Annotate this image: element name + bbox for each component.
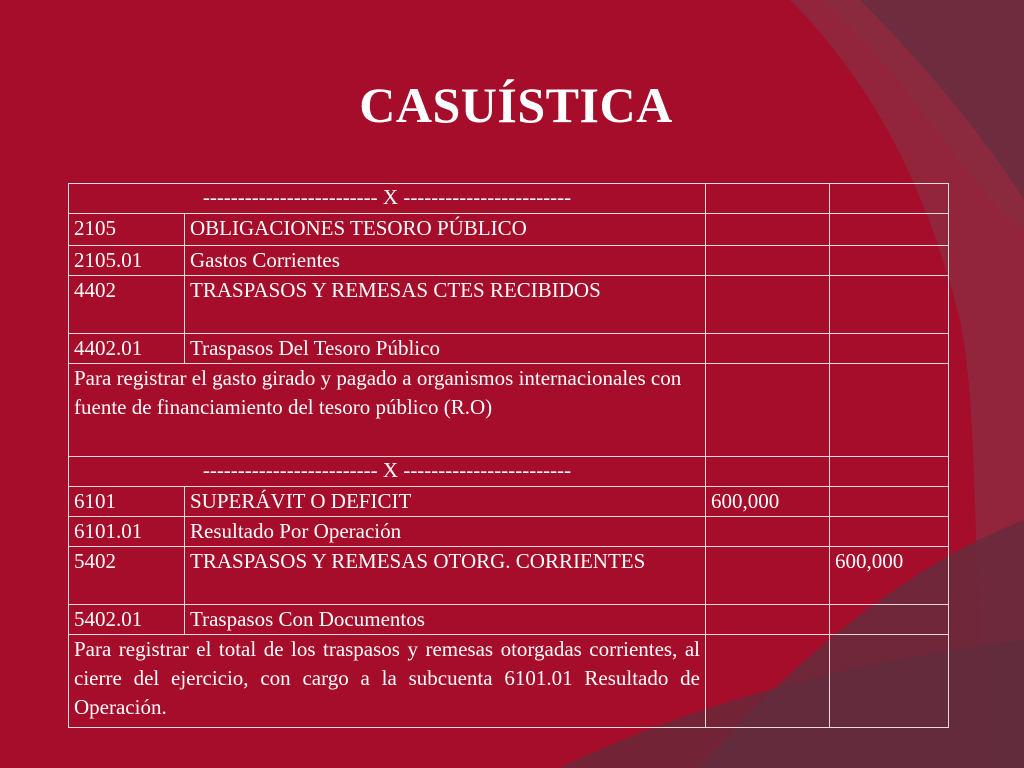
separator-cell: ------------------------- X ------------------------ xyxy=(69,184,706,214)
debit-cell: 600,000 xyxy=(706,487,830,517)
slide-title: CASUÍSTICA xyxy=(359,77,673,133)
account-name: Traspasos Del Tesoro Público xyxy=(185,334,706,364)
account-code: 6101.01 xyxy=(69,517,185,547)
credit-cell xyxy=(830,184,949,214)
table-row xyxy=(69,517,949,547)
debit-cell xyxy=(706,547,830,605)
account-code: 5402.01 xyxy=(69,605,185,635)
table-row xyxy=(69,547,949,605)
entry-description: Para registrar el gasto girado y pagado a organismos internacionales con fuente de financiamiento del tesoro público (R.O) xyxy=(69,364,706,457)
credit-cell xyxy=(830,517,949,547)
accounting-entries-table xyxy=(68,183,949,728)
table-row xyxy=(69,246,949,276)
account-name: TRASPASOS Y REMESAS CTES RECIBIDOS xyxy=(185,276,706,334)
debit-cell xyxy=(706,635,830,728)
account-name: Resultado Por Operación xyxy=(185,517,706,547)
table-row xyxy=(69,276,949,334)
account-name: SUPERÁVIT O DEFICIT xyxy=(185,487,706,517)
debit-cell xyxy=(706,364,830,457)
credit-cell xyxy=(830,276,949,334)
table-row xyxy=(69,487,949,517)
account-code: 2105 xyxy=(69,214,185,246)
account-name: Traspasos Con Documentos xyxy=(185,605,706,635)
credit-cell xyxy=(830,214,949,246)
account-name: Gastos Corrientes xyxy=(185,246,706,276)
account-name: OBLIGACIONES TESORO PÚBLICO xyxy=(185,214,706,246)
credit-cell xyxy=(830,246,949,276)
credit-cell xyxy=(830,364,949,457)
credit-cell xyxy=(830,605,949,635)
debit-cell xyxy=(706,276,830,334)
separator-cell: ------------------------- X ------------------------ xyxy=(69,457,706,487)
account-code: 5402 xyxy=(69,547,185,605)
table-row xyxy=(69,605,949,635)
debit-cell xyxy=(706,517,830,547)
account-code: 2105.01 xyxy=(69,246,185,276)
account-name: TRASPASOS Y REMESAS OTORG. CORRIENTES xyxy=(185,547,706,605)
debit-cell xyxy=(706,246,830,276)
credit-cell xyxy=(830,635,949,728)
credit-cell: 600,000 xyxy=(830,547,949,605)
credit-cell xyxy=(830,334,949,364)
debit-cell xyxy=(706,457,830,487)
debit-cell xyxy=(706,214,830,246)
debit-cell xyxy=(706,184,830,214)
account-code: 4402 xyxy=(69,276,185,334)
credit-cell xyxy=(830,457,949,487)
description-row xyxy=(69,364,949,457)
separator-row xyxy=(69,457,949,487)
table-row xyxy=(69,334,949,364)
account-code: 4402.01 xyxy=(69,334,185,364)
separator-row xyxy=(69,184,949,214)
debit-cell xyxy=(706,605,830,635)
account-code: 6101 xyxy=(69,487,185,517)
table-row xyxy=(69,214,949,246)
debit-cell xyxy=(706,334,830,364)
entry-description: Para registrar el total de los traspasos y remesas otorgadas corrientes, al cierre del ejercicio, con cargo a la subcuenta 6101.01 Resultado de Operación. xyxy=(69,635,706,728)
credit-cell xyxy=(830,487,949,517)
description-row xyxy=(69,635,949,728)
